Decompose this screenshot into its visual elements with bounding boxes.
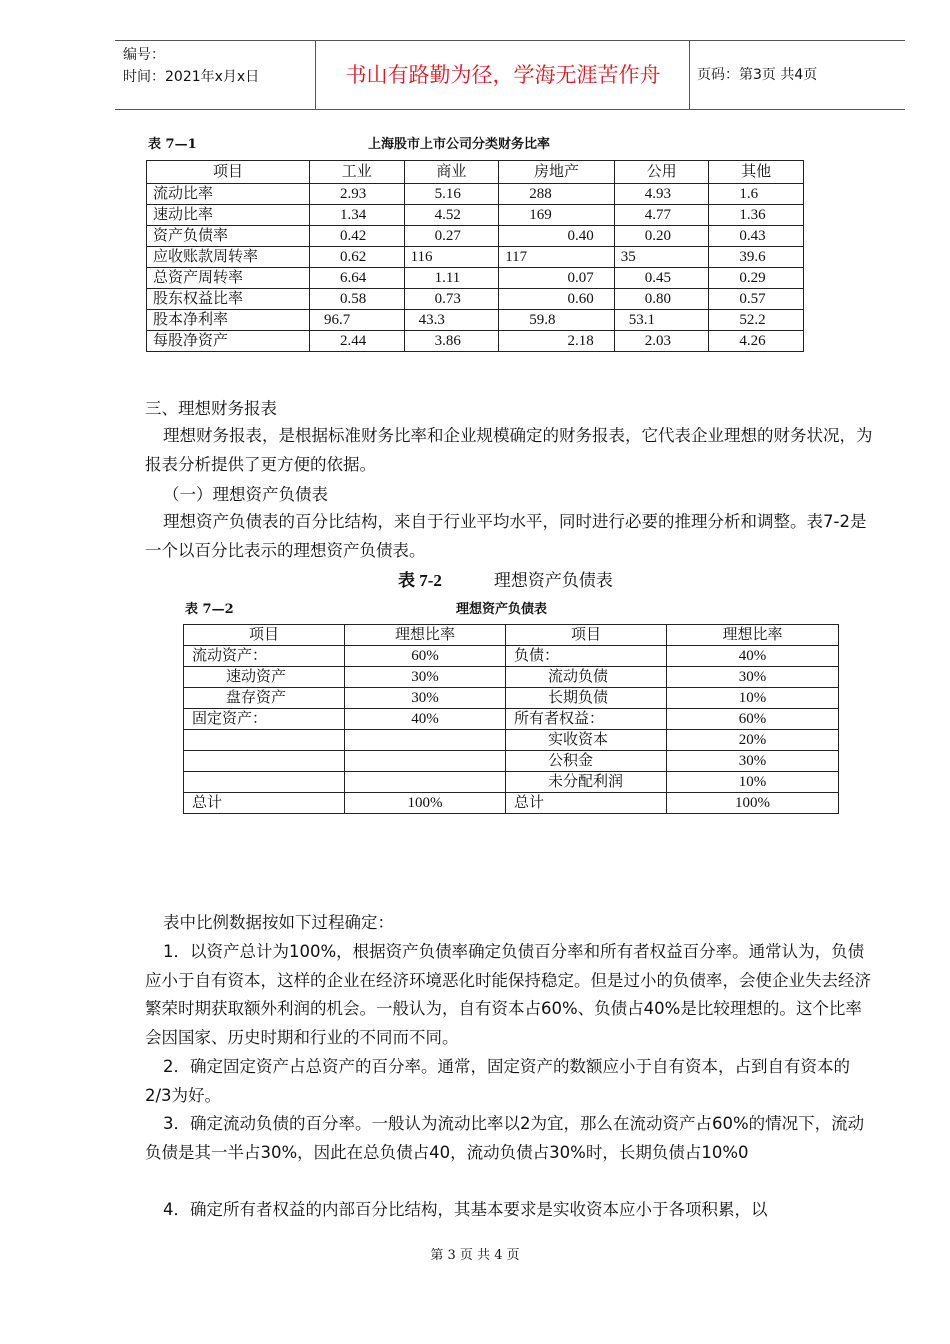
table2-col-header: 理想比率 xyxy=(667,625,839,646)
table2-col-header: 理想比率 xyxy=(345,625,506,646)
table1-cell: 116 xyxy=(404,247,499,268)
table1-cell: 4.77 xyxy=(614,205,709,226)
table2-col-header: 项目 xyxy=(506,625,667,646)
table1-cell: 0.07 xyxy=(499,268,615,289)
table1-col-header: 房地产 xyxy=(499,161,615,184)
table2-cell: 长期负债 xyxy=(506,688,667,709)
table2-cell: 未分配利润 xyxy=(506,772,667,793)
table1-cell: 52.2 xyxy=(709,310,804,331)
table1-cell: 117 xyxy=(499,247,615,268)
table2-cell xyxy=(345,751,506,772)
table2-cell: 20% xyxy=(667,730,839,751)
table1-col-header: 工业 xyxy=(310,161,405,184)
table1-cell: 0.20 xyxy=(614,226,709,247)
table2-caption xyxy=(398,566,613,591)
table1-cell: 1.34 xyxy=(310,205,405,226)
table-row xyxy=(147,331,804,352)
table2-cell: 100% xyxy=(667,793,839,814)
table1-cell: 0.40 xyxy=(499,226,615,247)
table2-cell: 100% xyxy=(345,793,506,814)
table-row xyxy=(147,247,804,268)
table-row xyxy=(184,772,839,793)
table2-col-header: 项目 xyxy=(184,625,345,646)
table1-cell: 1.11 xyxy=(404,268,499,289)
table2-cell: 实收资本 xyxy=(506,730,667,751)
table1-col-header: 其他 xyxy=(709,161,804,184)
table1-cell: 0.58 xyxy=(310,289,405,310)
table1-cell: 0.42 xyxy=(310,226,405,247)
table1-cell: 4.26 xyxy=(709,331,804,352)
table2-cell: 30% xyxy=(667,667,839,688)
table2-caption-title: 理想资产负债表 xyxy=(493,571,613,590)
table1-cell: 0.60 xyxy=(499,289,615,310)
table1-cell: 股本净利率 xyxy=(147,310,310,331)
table2-cell: 60% xyxy=(345,646,506,667)
section-heading: 三、理想财务报表 xyxy=(145,399,277,418)
table1-cell: 43.3 xyxy=(404,310,499,331)
paragraph-item-4: 4．确定所有者权益的内部百分比结构，其基本要求是实收资本应小于各项积累，以 xyxy=(163,1200,768,1219)
subsection-heading: （一）理想资产负债表 xyxy=(163,485,328,504)
paragraph-item-2: 2．确定固定资产占总资产的百分率。通常，固定资产的数额应小于自有资本，占到自有资本的2/3为好。 xyxy=(145,1057,850,1105)
table-row xyxy=(184,688,839,709)
table2-cell: 公积金 xyxy=(506,751,667,772)
table2-cell xyxy=(345,730,506,751)
paragraph: 理想财务报表，是根据标准财务比率和企业规模确定的财务报表，它代表企业理想的财务状况，为报表分析提供了更方便的依据。 xyxy=(145,426,873,474)
table-row xyxy=(184,751,839,772)
table2-cell: 40% xyxy=(345,709,506,730)
table2-cell: 流动负债 xyxy=(506,667,667,688)
table2-cell: 所有者权益： xyxy=(506,709,667,730)
table1-cell: 0.45 xyxy=(614,268,709,289)
table-row xyxy=(147,268,804,289)
table2-cell: 10% xyxy=(667,772,839,793)
table1-cell: 1.36 xyxy=(709,205,804,226)
table2-cell xyxy=(184,730,345,751)
table1-cell: 169 xyxy=(499,205,615,226)
paragraph-intro: 表中比例数据按如下过程确定： xyxy=(163,913,394,932)
table-row xyxy=(147,184,804,205)
table2-cell: 速动资产 xyxy=(184,667,345,688)
table1-cell: 股东权益比率 xyxy=(147,289,310,310)
page-footer: 第 3 页 共 4 页 xyxy=(430,1248,520,1263)
header-meta xyxy=(123,44,259,88)
table2 xyxy=(183,624,839,814)
table-row xyxy=(184,793,839,814)
table-row xyxy=(147,205,804,226)
table2-cell: 30% xyxy=(345,688,506,709)
table1-cell: 应收账款周转率 xyxy=(147,247,310,268)
table1-cell: 速动比率 xyxy=(147,205,310,226)
table1-title: 上海股市上市公司分类财务比率 xyxy=(368,137,551,152)
table2-cell: 30% xyxy=(345,667,506,688)
table1-cell: 53.1 xyxy=(614,310,709,331)
table1-cell: 288 xyxy=(499,184,615,205)
table1-cell: 4.93 xyxy=(614,184,709,205)
table-row xyxy=(147,310,804,331)
table2-cell: 负债： xyxy=(506,646,667,667)
header-divider xyxy=(689,41,690,109)
paragraph-item-1: 1．以资产总计为100%，根据资产负债率确定负债百分率和所有者权益百分率。通常认为，负债应小于自有资本，这样的企业在经济环境恶化时能保持稳定。但是过小的负债率，会使企业失去经济繁荣时期获取额外利润的机会。一般认为，自有资本占60%、负债占40%是比较理想的。这个比率会因国家、历史时期和行业的不同而不同。 xyxy=(145,942,871,1047)
table1-cell: 流动比率 xyxy=(147,184,310,205)
table1-cell: 0.73 xyxy=(404,289,499,310)
table2-cell: 60% xyxy=(667,709,839,730)
table2-cell xyxy=(184,772,345,793)
table-row xyxy=(184,646,839,667)
table1-cell: 0.57 xyxy=(709,289,804,310)
table2-cell: 固定资产： xyxy=(184,709,345,730)
table2-cell: 30% xyxy=(667,751,839,772)
table2-cell: 总计 xyxy=(506,793,667,814)
table1-cell: 资产负债率 xyxy=(147,226,310,247)
table2-cell xyxy=(184,751,345,772)
table1-col-header: 项目 xyxy=(147,161,310,184)
table2-cell xyxy=(345,772,506,793)
table2-cell: 总计 xyxy=(184,793,345,814)
table1-cell: 39.6 xyxy=(709,247,804,268)
table2-header-row xyxy=(184,625,839,646)
paragraph-item-3: 3．确定流动负债的百分率。一般认为流动比率以2为宜，那么在流动资产占60%的情况下，流动负债是其一半占30%，因此在总负债占40，流动负债占30%时，长期负债占10%0 xyxy=(145,1114,865,1162)
header-divider xyxy=(315,41,316,109)
table1-header-row xyxy=(147,161,804,184)
table1-cell: 6.64 xyxy=(310,268,405,289)
table1-cell: 5.16 xyxy=(404,184,499,205)
table-row xyxy=(184,709,839,730)
table2-cell: 流动资产： xyxy=(184,646,345,667)
table2-id: 表 7—2 xyxy=(185,602,234,617)
table2-title: 理想资产负债表 xyxy=(456,602,548,617)
table-row xyxy=(147,226,804,247)
table1-cell: 0.80 xyxy=(614,289,709,310)
table1-col-header: 公用 xyxy=(614,161,709,184)
table1-cell: 每股净资产 xyxy=(147,331,310,352)
table1-cell: 2.18 xyxy=(499,331,615,352)
table1-cell: 0.43 xyxy=(709,226,804,247)
table1-cell: 0.29 xyxy=(709,268,804,289)
table1-cell: 2.03 xyxy=(614,331,709,352)
header-page-info: 页码：第3页 共4页 xyxy=(697,67,818,83)
header-time: 时间：2021年x月x日 xyxy=(123,69,260,85)
table1-cell: 2.93 xyxy=(310,184,405,205)
table-row xyxy=(147,289,804,310)
table2-cell: 40% xyxy=(667,646,839,667)
table1-cell: 1.6 xyxy=(709,184,804,205)
header-motto: 书山有路勤为径，学海无涯苦作舟 xyxy=(345,63,661,87)
table2-cell: 10% xyxy=(667,688,839,709)
table1-cell: 总资产周转率 xyxy=(147,268,310,289)
table1-col-header: 商业 xyxy=(404,161,499,184)
table-row xyxy=(184,730,839,751)
table-row xyxy=(184,667,839,688)
table1-cell: 3.86 xyxy=(404,331,499,352)
paragraph: 理想资产负债表的百分比结构，来自于行业平均水平，同时进行必要的推理分析和调整。表7-2是一个以百分比表示的理想资产负债表。 xyxy=(145,512,867,560)
table1-cell: 96.7 xyxy=(310,310,405,331)
table1 xyxy=(146,160,804,352)
table2-cell: 盘存资产 xyxy=(184,688,345,709)
table1-id: 表 7—1 xyxy=(148,137,197,152)
table1-cell: 0.27 xyxy=(404,226,499,247)
table1-cell: 59.8 xyxy=(499,310,615,331)
table1-cell: 2.44 xyxy=(310,331,405,352)
page-header xyxy=(115,40,905,110)
table1-cell: 35 xyxy=(614,247,709,268)
table2-caption-num: 表 7-2 xyxy=(398,571,442,590)
table1-cell: 4.52 xyxy=(404,205,499,226)
header-number: 编号： xyxy=(123,47,165,63)
table1-cell: 0.62 xyxy=(310,247,405,268)
